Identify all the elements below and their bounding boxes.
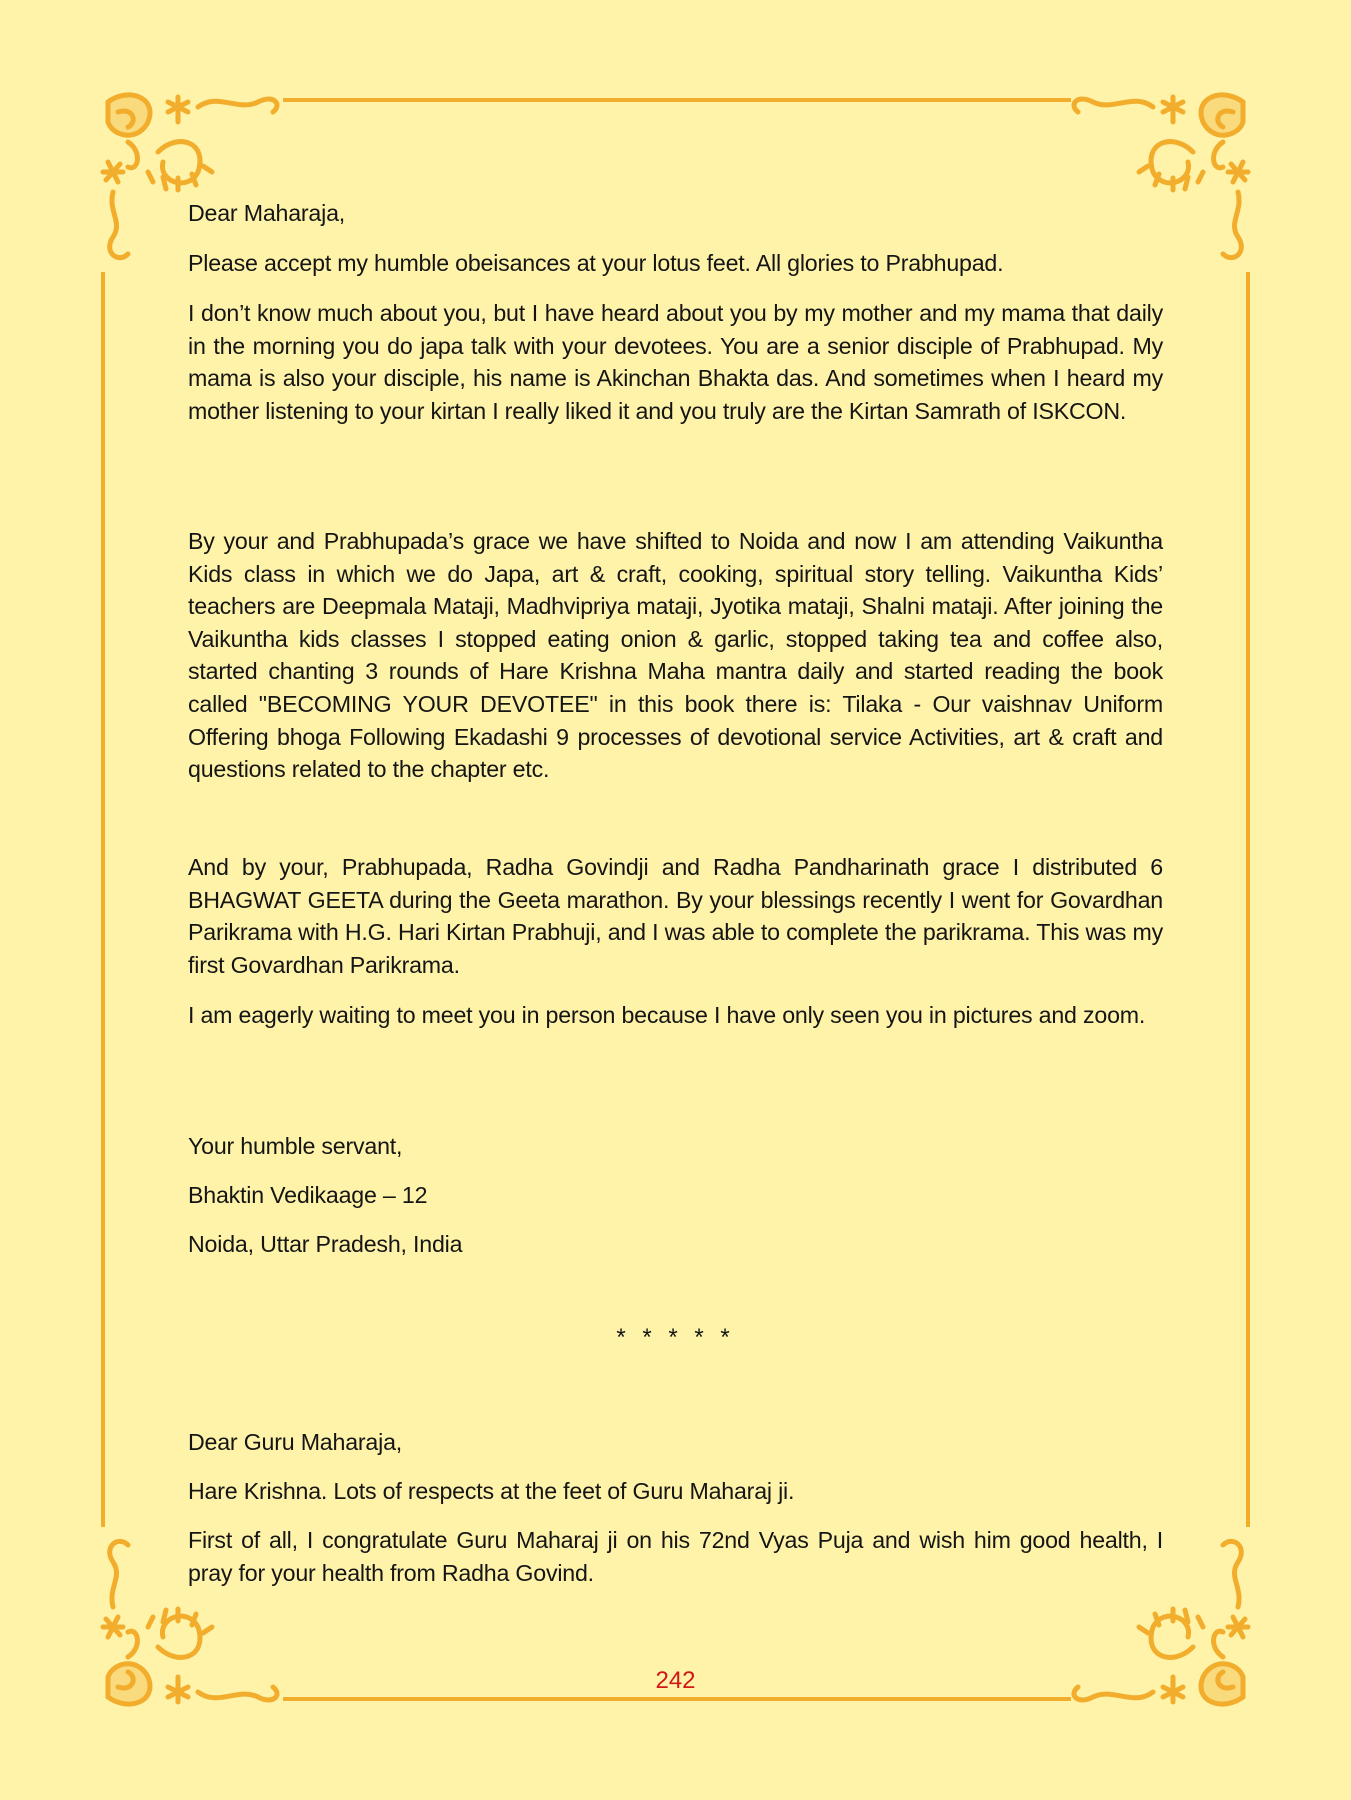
letter1-salutation: Dear Maharaja, (188, 200, 346, 226)
letter1-signature: Bhaktin Vedikaage – 12 (188, 1182, 428, 1208)
letter1-closing: Your humble servant, (188, 1133, 403, 1159)
letter1-paragraph-2: I don’t know much about you, but I have heard about you by my mother and my mama that daily in the morning you do japa talk with your devotees. You are a senior disciple of Prabhupad. My mama is also your disciple, his name is Akinchan Bhakta das. And sometimes when I heard my mother listening to your kirtan I really liked it and you truly are the Kirtan Samrath of ISKCON. (188, 300, 1163, 424)
frame-top-line (283, 98, 1071, 102)
letter2-paragraph-2: First of all, I congratulate Guru Maharaj ji on his 72nd Vyas Puja and wish him good health, I pray for your health from Radha Govind. (188, 1527, 1163, 1586)
letter2-salutation: Dear Guru Maharaja, (188, 1429, 403, 1455)
letter2-paragraph-1: Hare Krishna. Lots of respects at the feet of Guru Maharaj ji. (188, 1478, 795, 1504)
section-separator: * * * * * (616, 1324, 735, 1351)
letter1-paragraph-3: By your and Prabhupada’s grace we have shifted to Noida and now I am attending Vaikuntha Kids class in which we do Japa, art & craft, cooking, spiritual story telling. Vaikuntha Kids’ teachers are Deepmala Mataji, Madhvipriya mataji, Jyotika mataji, Shalni mataji. After joining the Vaikuntha kids classes I stopped eating onion & garlic, stopped taking tea and coffee also, started chanting 3 rounds of Hare Krishna Maha mantra daily and started reading the book called "BECOMING YOUR DEVOTEE" in this book there is: Tilaka - Our vaishnav Uniform Offering bhoga Following Ekadashi 9 processes of devotional service Activities, art & craft and questions related to the chapter etc. (188, 528, 1163, 783)
page-number: 242 (655, 1667, 696, 1694)
letter1-paragraph-1: Please accept my humble obeisances at your lotus feet. All glories to Prabhupad. (188, 250, 1004, 276)
letter1-paragraph-4: And by your, Prabhupada, Radha Govindji and Radha Pandharinath grace I distributed 6 BHAGWAT GEETA during the Geeta marathon. By your blessings recently I went for Govardhan Parikrama with H.G. Hari Kirtan Prabhuji, and I was able to complete the parikrama. This was my first Govardhan Parikrama. (188, 854, 1163, 978)
letter1-location: Noida, Uttar Pradesh, India (188, 1231, 463, 1257)
letter1-paragraph-5: I am eagerly waiting to meet you in person because I have only seen you in pictures and zoom. (188, 1002, 1146, 1028)
frame-bottom-line (283, 1697, 1071, 1701)
